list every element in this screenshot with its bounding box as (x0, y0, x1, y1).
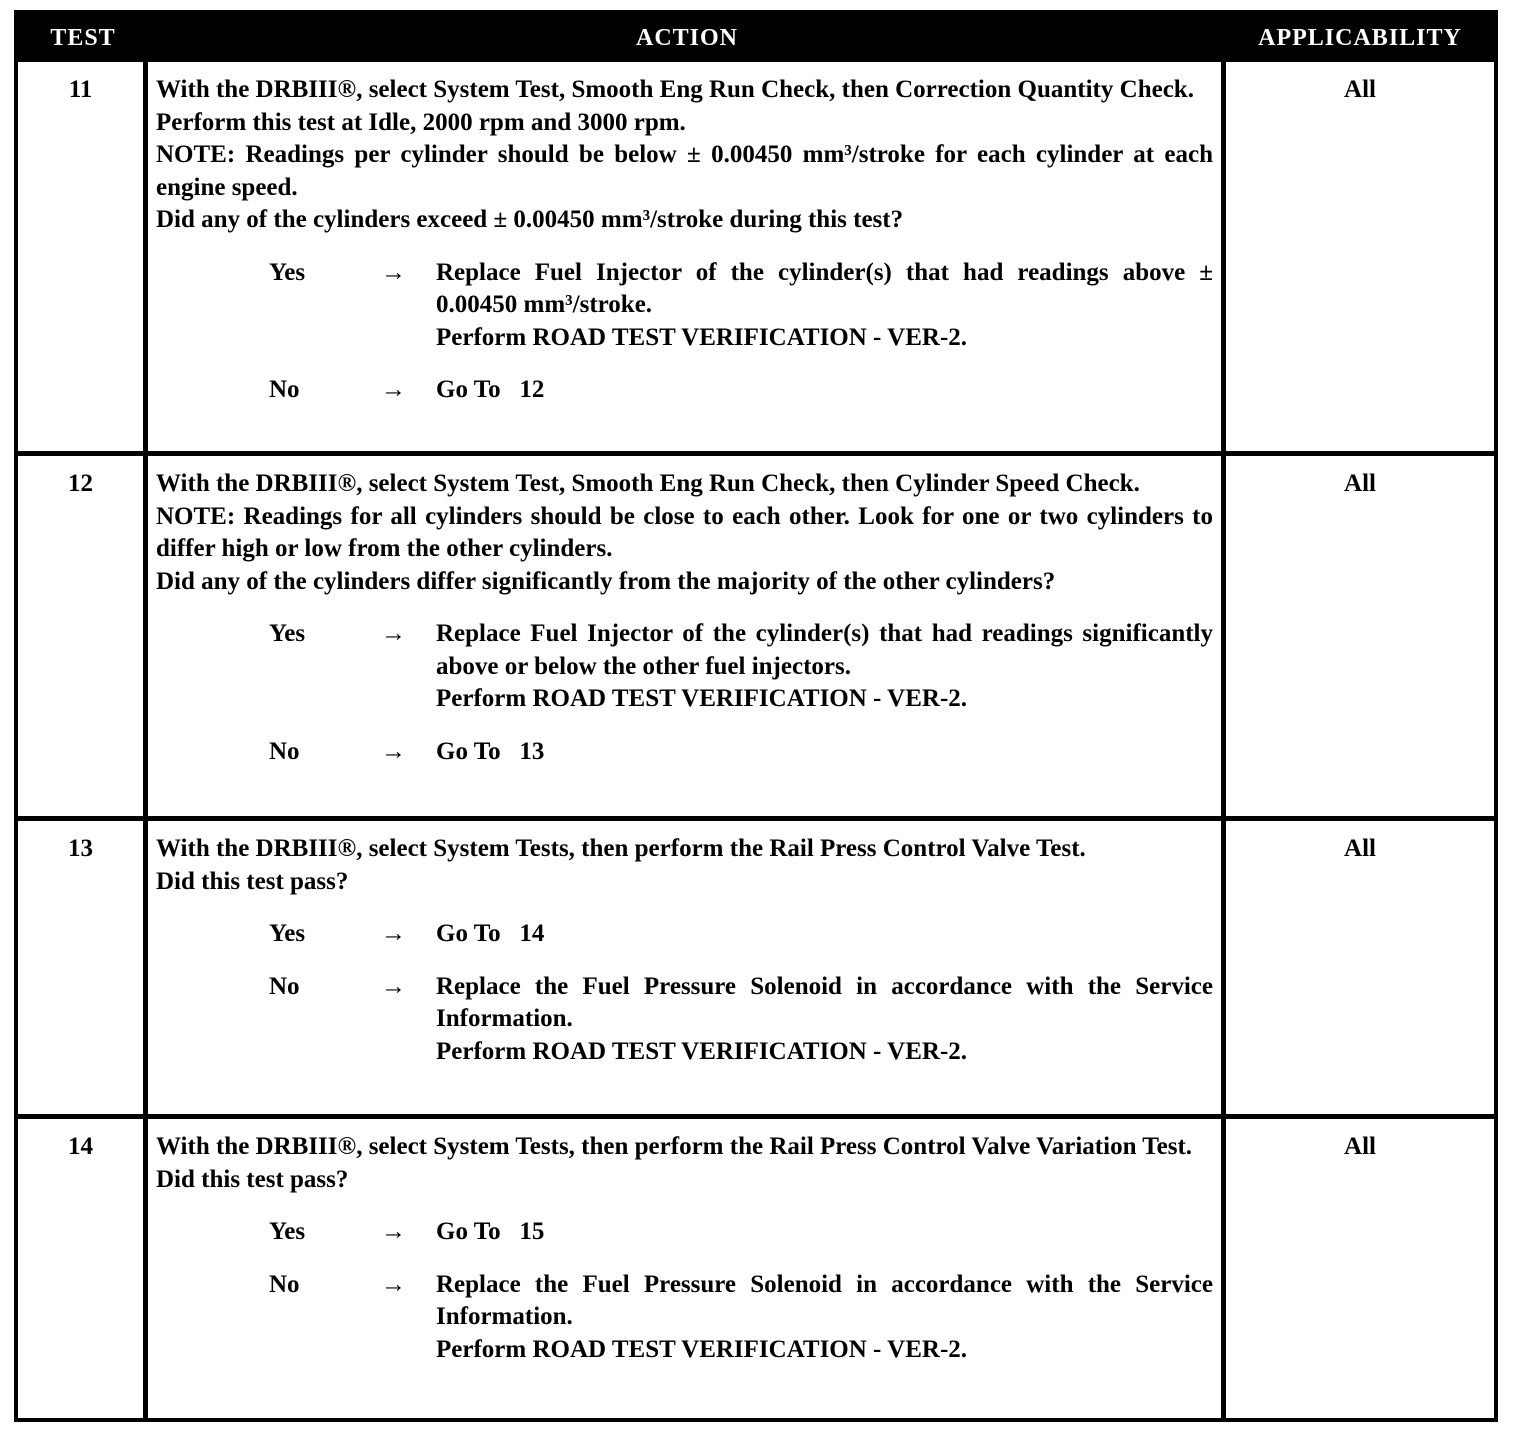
no-label: No (269, 737, 300, 765)
arrow-right-icon: → (381, 920, 406, 947)
arrow-right-icon: → (381, 258, 406, 286)
header-applicability: APPLICABILITY (1258, 24, 1462, 51)
header-action: ACTION (635, 24, 738, 51)
action-question: Did any of the cylinders differ significantly from the majority of the other cylinders? (156, 567, 1056, 595)
table-header (18, 14, 1494, 62)
yes-label: Yes (269, 920, 306, 947)
yes-label: Yes (269, 620, 306, 647)
arrow-right-icon: → (381, 972, 406, 1000)
result-line: Perform ROAD TEST VERIFICATION - VER-2. (436, 323, 968, 351)
arrow-right-icon: → (381, 1218, 406, 1245)
yes-result: Go To 14 (436, 920, 545, 947)
no-branch (156, 971, 1213, 1069)
arrow-right-icon: → (381, 620, 406, 647)
arrow-right-icon: → (381, 1270, 406, 1298)
table-row (18, 456, 1494, 821)
arrow-right-icon: → (381, 376, 406, 403)
applicability-value: All (1344, 835, 1376, 862)
action-question: Did this test pass? (156, 1165, 349, 1193)
no-label: No (269, 972, 300, 1000)
action-text: Perform this test at Idle, 2000 rpm and 3000 rpm. (156, 108, 686, 136)
result-line: Replace the Fuel Pressure Solenoid in accordance with the Service Information. (436, 972, 1213, 1032)
action-cell (148, 456, 1226, 816)
action-question: Did any of the cylinders exceed ± 0.00450 mm³/stroke during this test? (156, 206, 904, 233)
applicability-value: All (1344, 1133, 1376, 1160)
result-line: Replace Fuel Injector of the cylinder(s) that had readings above ± 0.00450 mm³/stroke. (436, 258, 1213, 318)
action-note: NOTE: Readings for all cylinders should be close to each other. Look for one or two cylinders to differ high or low from the other cylinders. (156, 502, 1213, 562)
no-result: Go To 12 (436, 376, 545, 403)
result-line: Perform ROAD TEST VERIFICATION - VER-2. (436, 1335, 968, 1363)
yes-branch (156, 1216, 1213, 1249)
no-label: No (269, 376, 300, 403)
no-result (436, 971, 1213, 1069)
action-cell (148, 1119, 1226, 1418)
header-test: TEST (50, 24, 116, 51)
applicability-value: All (1344, 470, 1376, 497)
action-cell (148, 821, 1226, 1114)
table-row (18, 821, 1494, 1119)
yes-branch (156, 618, 1213, 716)
no-branch (156, 374, 1213, 407)
no-result: Go To 13 (436, 737, 545, 765)
action-text: With the DRBIII®, select System Tests, then perform the Rail Press Control Valve Variation Test. (156, 1133, 1193, 1160)
yes-result (436, 618, 1213, 716)
yes-result: Go To 15 (436, 1218, 545, 1245)
action-text: With the DRBIII®, select System Test, Smooth Eng Run Check, then Correction Quantity Check. (156, 76, 1194, 103)
no-label: No (269, 1270, 300, 1298)
yes-label: Yes (269, 258, 306, 286)
yes-result (436, 257, 1213, 355)
action-text: With the DRBIII®, select System Tests, then perform the Rail Press Control Valve Test. (156, 835, 1086, 862)
diagnostic-table (14, 10, 1498, 1422)
no-branch (156, 736, 1213, 769)
arrow-right-icon: → (381, 737, 406, 765)
result-line: Perform ROAD TEST VERIFICATION - VER-2. (436, 1037, 968, 1065)
yes-branch (156, 918, 1213, 951)
result-line: Replace the Fuel Pressure Solenoid in accordance with the Service Information. (436, 1270, 1213, 1330)
action-text: With the DRBIII®, select System Test, Smooth Eng Run Check, then Cylinder Speed Check. (156, 470, 1140, 497)
result-line: Replace Fuel Injector of the cylinder(s) that had readings significantly above or below the other fuel injectors. (436, 620, 1213, 680)
result-line: Perform ROAD TEST VERIFICATION - VER-2. (436, 685, 968, 712)
yes-label: Yes (269, 1218, 306, 1245)
test-number: 14 (18, 1119, 148, 1418)
test-number: 13 (18, 821, 148, 1114)
no-branch (156, 1269, 1213, 1367)
test-number: 11 (18, 62, 148, 451)
yes-branch (156, 257, 1213, 355)
test-number: 12 (18, 456, 148, 816)
table-row (18, 62, 1494, 456)
applicability-value: All (1344, 76, 1376, 103)
no-result (436, 1269, 1213, 1367)
table-row (18, 1119, 1494, 1418)
action-cell (148, 62, 1226, 451)
action-note: NOTE: Readings per cylinder should be below ± 0.00450 mm³/stroke for each cylinder at each engine speed. (156, 141, 1213, 201)
action-question: Did this test pass? (156, 867, 349, 895)
